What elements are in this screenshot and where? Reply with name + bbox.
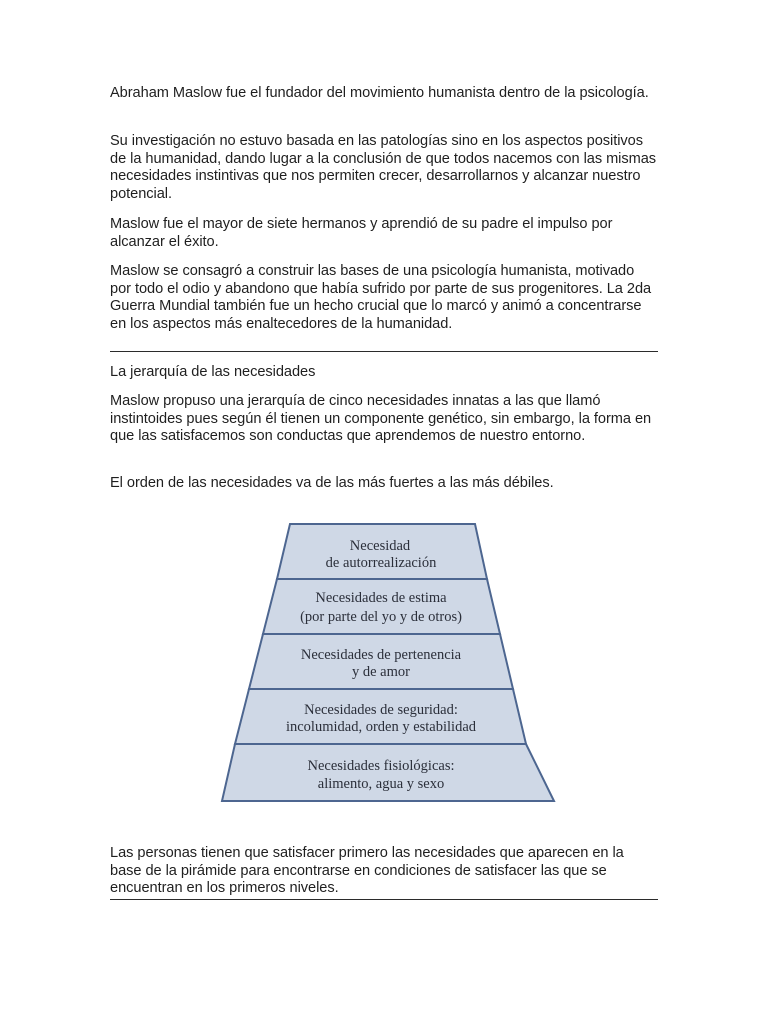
pyramid-level-1-line1: Necesidad — [349, 538, 411, 554]
pyramid-level-5-line2: alimento, agua y sexo — [317, 776, 445, 792]
pyramid-level-2-line2: (por parte del yo y de otros) — [300, 609, 462, 625]
paragraph-siblings: Maslow fue el mayor de siete hermanos y aprendió de su padre el impulso por alcanzar el éxito. — [110, 216, 613, 250]
paragraph-research: Su investigación no estuvo basada en las patologías sino en los aspectos positivos de la humanidad, dando lugar a la conclusión de que todos nacemos con las mismas necesidades instintivas que nos permiten crecer, desarrollarnos y alcanzar nuestro potencial. — [110, 133, 657, 202]
pyramid-level-2-line1: Necesidades de estima — [315, 590, 447, 606]
pyramid-level-3-line2: y de amor — [352, 664, 410, 680]
pyramid-level-5-line1: Necesidades fisiológicas: — [307, 758, 455, 774]
pyramid-level-4-line2: incolumidad, orden y estabilidad — [285, 719, 477, 735]
pyramid-level-3-line1: Necesidades de pertenencia — [300, 647, 462, 663]
bottom-divider — [110, 899, 658, 900]
paragraph-conclusion: Las personas tienen que satisfacer primero las necesidades que aparecen en la base de la pirámide para encontrarse en condiciones de satisfacer las que se encuentran en los primeros niveles. — [110, 845, 624, 896]
section-heading: La jerarquía de las necesidades — [110, 364, 316, 380]
pyramid-level-2 — [263, 579, 500, 634]
paragraph-order: El orden de las necesidades va de las más fuertes a las más débiles. — [110, 475, 554, 491]
pyramid-level-1-line2: de autorrealización — [325, 555, 437, 571]
paragraph-intro: Abraham Maslow fue el fundador del movimiento humanista dentro de la psicología. — [110, 85, 649, 101]
paragraph-hierarchy: Maslow propuso una jerarquía de cinco necesidades innatas a las que llamó instintoides pues según él tienen un componente genético, sin embargo, la forma en que las satisfacemos son conductas que aprendemos de nuestro entorno. — [110, 393, 652, 444]
pyramid-level-4-line1: Necesidades de seguridad: — [304, 702, 458, 718]
paragraph-foundations: Maslow se consagró a construir las bases de una psicología humanista, motivado por todo el odio y abandono que había sufrido por parte de sus progenitores. La 2da Guerra Mundial también fue un hecho crucial que lo marcó y animó a concentrarse en los aspectos más enaltecedores de la humanidad. — [110, 263, 652, 332]
